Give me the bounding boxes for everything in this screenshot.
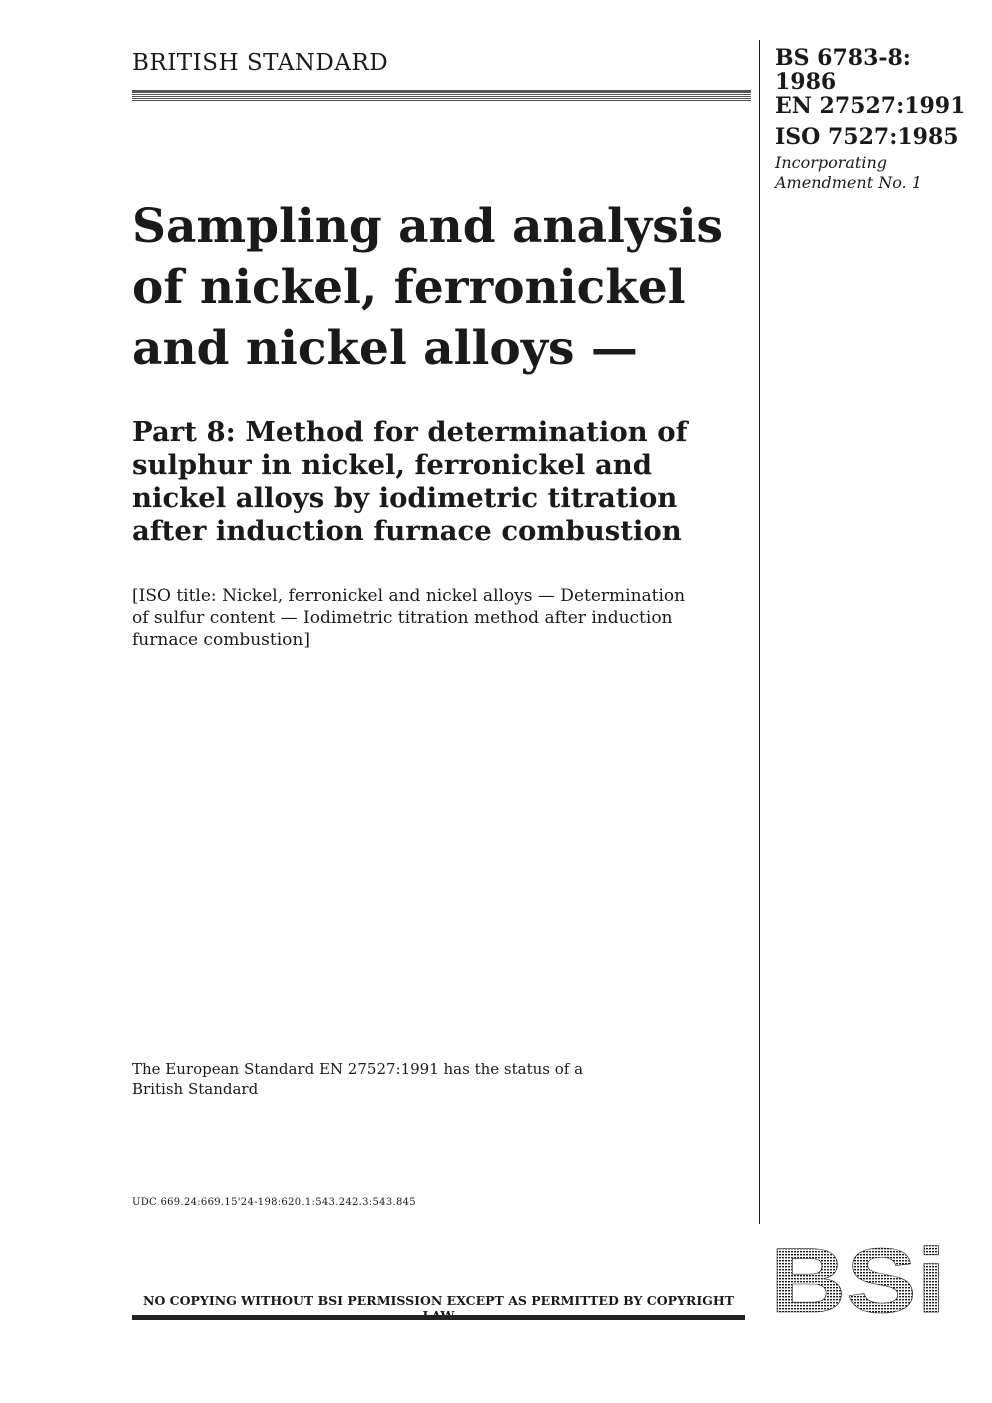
title-line3: and nickel alloys — xyxy=(132,321,638,376)
bsi-logo xyxy=(770,1242,946,1319)
udc-code: UDC 669.24:669.15'24-198:620.1:543.242.3:543.845 xyxy=(132,1197,416,1208)
header-rule xyxy=(132,90,751,101)
bsi-logo-text: BSi xyxy=(770,1242,946,1319)
subtitle-line1: Part 8: Method for determination of xyxy=(132,416,688,448)
series-label: BRITISH STANDARD xyxy=(132,50,389,76)
iso-title-line3: furnace combustion] xyxy=(132,630,310,650)
status-note xyxy=(132,1059,632,1099)
amendment-line1: Incorporating xyxy=(775,153,888,172)
title-line2: of nickel, ferronickel xyxy=(132,260,686,315)
footer-rule xyxy=(132,1315,745,1320)
iso-number: ISO 7527:1985 xyxy=(775,124,959,150)
amendment-line2: Amendment No. 1 xyxy=(775,173,922,192)
copyright-notice: NO COPYING WITHOUT BSI PERMISSION EXCEPT AS PERMITTED BY COPYRIGHT xyxy=(143,1293,734,1308)
iso-title-line2: of sulfur content — Iodimetric titration method after induction xyxy=(132,608,673,628)
document-title xyxy=(132,196,752,379)
iso-title-line1: [ISO title: Nickel, ferronickel and nickel alloys — Determination xyxy=(132,586,686,606)
status-note-line1: The European Standard EN 27527:1991 has the status of a xyxy=(132,1060,584,1078)
document-subtitle xyxy=(132,416,752,548)
subtitle-line2: sulphur in nickel, ferronickel and xyxy=(132,449,652,481)
status-note-line2: British Standard xyxy=(132,1080,259,1098)
iso-title xyxy=(132,585,752,651)
subtitle-line3: nickel alloys by iodimetric titration xyxy=(132,482,678,514)
vertical-divider xyxy=(759,40,760,1224)
title-line1: Sampling and analysis xyxy=(132,199,723,254)
bs-number-line2: 1986 xyxy=(775,69,837,95)
en-number: EN 27527:1991 xyxy=(775,93,966,119)
subtitle-line4: after induction furnace combustion xyxy=(132,515,682,547)
bs-number-line1: BS 6783-8: xyxy=(775,45,911,71)
reference-block xyxy=(775,46,985,193)
